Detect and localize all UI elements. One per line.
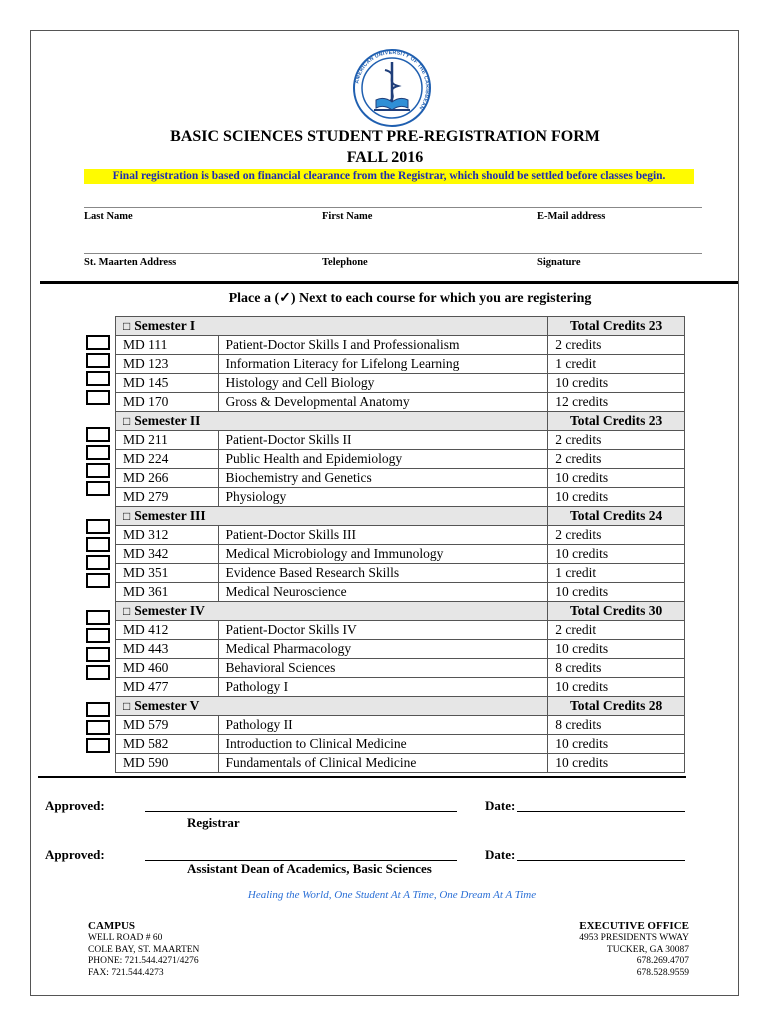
course-checkbox[interactable]	[86, 573, 110, 588]
course-row	[116, 735, 685, 754]
financial-clearance-notice: Final registration is based on financial clearance from the Registrar, which should be settled before classes begin.	[84, 169, 694, 184]
registrar-approved-label: Approved:	[45, 798, 105, 813]
semester-header-row	[116, 507, 685, 526]
course-code: MD 579	[116, 716, 219, 735]
course-code: MD 590	[116, 754, 219, 773]
semester-name	[116, 697, 548, 716]
course-title: Medical Pharmacology	[218, 640, 548, 659]
address-phone-signature-line[interactable]	[84, 253, 702, 254]
course-checkbox[interactable]	[86, 537, 110, 552]
course-checkbox[interactable]	[86, 519, 110, 534]
executive-office-address	[500, 919, 689, 979]
campus-line: FAX: 721.544.4273	[88, 967, 164, 978]
course-title: Evidence Based Research Skills	[218, 564, 548, 583]
checkbox-spacer	[86, 683, 115, 702]
course-checkbox[interactable]	[86, 463, 110, 478]
course-row	[116, 659, 685, 678]
course-credits: 8 credits	[548, 659, 685, 678]
course-row	[116, 545, 685, 564]
first-name-label: First Name	[322, 211, 373, 222]
course-code: MD 312	[116, 526, 219, 545]
course-checkbox-column	[86, 316, 115, 757]
course-credits: 10 credits	[548, 583, 685, 602]
campus-line: WELL ROAD # 60	[88, 933, 163, 943]
course-credits: 12 credits	[548, 393, 685, 412]
course-title: Patient-Doctor Skills I and Professionalism	[218, 336, 548, 355]
course-row	[116, 678, 685, 697]
course-credits: 10 credits	[548, 488, 685, 507]
square-bullet-icon: □	[123, 604, 131, 618]
semester-label: Semester II	[134, 413, 201, 428]
course-code: MD 145	[116, 374, 219, 393]
name-email-line[interactable]	[84, 207, 702, 208]
checkbox-spacer	[86, 316, 115, 335]
form-term: FALL 2016	[346, 149, 424, 166]
semester-header-row	[116, 602, 685, 621]
course-checkbox[interactable]	[86, 427, 110, 442]
section-divider	[40, 281, 738, 284]
course-title: Gross & Developmental Anatomy	[218, 393, 548, 412]
semester-total-credits: Total Credits 24	[548, 507, 685, 526]
course-code: MD 361	[116, 583, 219, 602]
course-checkbox[interactable]	[86, 371, 110, 386]
semester-name	[116, 412, 548, 431]
form-title: BASIC SCIENCES STUDENT PRE-REGISTRATION FORM	[170, 128, 600, 145]
campus-address	[88, 919, 199, 979]
course-title: Patient-Doctor Skills III	[218, 526, 548, 545]
course-row	[116, 469, 685, 488]
course-code: MD 279	[116, 488, 219, 507]
course-title: Physiology	[218, 488, 548, 507]
course-code: MD 412	[116, 621, 219, 640]
semester-total-credits: Total Credits 23	[548, 317, 685, 336]
seal-text-ring	[352, 48, 432, 128]
course-code: MD 266	[116, 469, 219, 488]
table-bottom-rule	[38, 776, 686, 778]
square-bullet-icon: □	[123, 414, 131, 428]
semester-total-credits: Total Credits 23	[548, 412, 685, 431]
course-row	[116, 374, 685, 393]
course-credits: 10 credits	[548, 754, 685, 773]
course-title: Histology and Cell Biology	[218, 374, 548, 393]
dean-date-label: Date:	[485, 847, 516, 862]
registrar-caption: Registrar	[187, 815, 240, 830]
email-label: E-Mail address	[537, 211, 606, 222]
course-code: MD 582	[116, 735, 219, 754]
telephone-label: Telephone	[322, 257, 368, 268]
course-row	[116, 564, 685, 583]
course-title: Public Health and Epidemiology	[218, 450, 548, 469]
course-row	[116, 621, 685, 640]
office-line: 678.528.9559	[636, 967, 689, 978]
course-credits: 1 credit	[548, 564, 685, 583]
course-checkbox[interactable]	[86, 738, 110, 753]
university-tagline: Healing the World, One Student At A Time, One Dream At A Time	[247, 889, 537, 901]
registrar-date-line[interactable]	[517, 811, 685, 812]
course-credits: 10 credits	[548, 735, 685, 754]
office-line: TUCKER, GA 30087	[606, 944, 689, 955]
semester-total-credits: Total Credits 30	[548, 602, 685, 621]
semester-label: Semester IV	[134, 603, 205, 618]
course-title: Pathology II	[218, 716, 548, 735]
course-credits: 8 credits	[548, 716, 685, 735]
course-credits: 2 credits	[548, 450, 685, 469]
dean-approved-label: Approved:	[45, 847, 105, 862]
course-checkbox[interactable]	[86, 481, 110, 496]
campus-heading: CAMPUS	[88, 920, 136, 932]
course-title: Fundamentals of Clinical Medicine	[218, 754, 548, 773]
course-credits: 10 credits	[548, 678, 685, 697]
checkbox-spacer	[86, 408, 115, 427]
course-code: MD 170	[116, 393, 219, 412]
course-credits: 2 credits	[548, 431, 685, 450]
registrar-date-label: Date:	[485, 798, 516, 813]
dean-caption: Assistant Dean of Academics, Basic Sciences	[187, 861, 432, 876]
square-bullet-icon: □	[123, 319, 131, 333]
semester-name	[116, 507, 548, 526]
square-bullet-icon: □	[123, 699, 131, 713]
course-row	[116, 336, 685, 355]
course-title: Pathology I	[218, 678, 548, 697]
square-bullet-icon: □	[123, 509, 131, 523]
semester-total-credits: Total Credits 28	[548, 697, 685, 716]
course-code: MD 123	[116, 355, 219, 374]
registration-instruction: Place a (✓) Next to each course for which you are registering	[228, 291, 592, 306]
course-row	[116, 355, 685, 374]
svg-text:AMERICAN UNIVERSITY OF THE CAR: AMERICAN UNIVERSITY OF THE CARIBBEAN	[354, 49, 431, 111]
checkmark-icon: ✓	[279, 291, 291, 306]
semester-label: Semester III	[134, 508, 206, 523]
semester-header-row	[116, 412, 685, 431]
campus-line: COLE BAY, ST. MAARTEN	[88, 944, 200, 955]
course-title: Introduction to Clinical Medicine	[218, 735, 548, 754]
course-checkbox[interactable]	[86, 335, 110, 350]
address-label: St. Maarten Address	[84, 257, 177, 268]
course-credits: 2 credits	[548, 526, 685, 545]
semester-label: Semester I	[134, 318, 196, 333]
course-checkbox[interactable]	[86, 610, 110, 625]
course-row	[116, 393, 685, 412]
registrar-signature-line[interactable]	[145, 811, 457, 812]
semester-name	[116, 602, 548, 621]
course-title: Patient-Doctor Skills IV	[218, 621, 548, 640]
course-checkbox[interactable]	[86, 390, 110, 405]
course-title: Information Literacy for Lifelong Learning	[218, 355, 548, 374]
course-title: Biochemistry and Genetics	[218, 469, 548, 488]
course-credits: 10 credits	[548, 640, 685, 659]
office-heading: EXECUTIVE OFFICE	[579, 920, 689, 932]
course-checkbox[interactable]	[86, 647, 110, 662]
course-checkbox[interactable]	[86, 445, 110, 460]
semester-header-row	[116, 697, 685, 716]
office-line: 678.269.4707	[636, 956, 689, 966]
dean-date-line[interactable]	[517, 860, 685, 861]
course-code: MD 460	[116, 659, 219, 678]
course-code: MD 351	[116, 564, 219, 583]
checkbox-spacer	[86, 500, 115, 519]
semester-header-row	[116, 317, 685, 336]
course-row	[116, 488, 685, 507]
checkbox-spacer	[86, 591, 115, 610]
signature-label: Signature	[537, 257, 581, 268]
semester-label: Semester V	[134, 698, 200, 713]
course-row	[116, 640, 685, 659]
course-credits: 2 credit	[548, 621, 685, 640]
course-code: MD 211	[116, 431, 219, 450]
course-checkbox[interactable]	[86, 665, 110, 680]
course-checkbox[interactable]	[86, 555, 110, 570]
last-name-label: Last Name	[84, 211, 133, 222]
course-credits: 1 credit	[548, 355, 685, 374]
course-title: Patient-Doctor Skills II	[218, 431, 548, 450]
course-credits: 10 credits	[548, 469, 685, 488]
course-credits: 2 credits	[548, 336, 685, 355]
course-row	[116, 450, 685, 469]
course-row	[116, 583, 685, 602]
office-line: 4953 PRESIDENTS WWAY	[579, 933, 689, 943]
course-code: MD 224	[116, 450, 219, 469]
campus-line: PHONE: 721.544.4271/4276	[88, 956, 199, 966]
course-title: Medical Neuroscience	[218, 583, 548, 602]
course-row	[116, 754, 685, 773]
course-table	[115, 316, 685, 773]
course-code: MD 342	[116, 545, 219, 564]
course-checkbox[interactable]	[86, 702, 110, 717]
course-title: Medical Microbiology and Immunology	[218, 545, 548, 564]
course-credits: 10 credits	[548, 545, 685, 564]
course-credits: 10 credits	[548, 374, 685, 393]
course-code: MD 111	[116, 336, 219, 355]
course-row	[116, 526, 685, 545]
course-code: MD 477	[116, 678, 219, 697]
course-code: MD 443	[116, 640, 219, 659]
course-checkbox[interactable]	[86, 628, 110, 643]
course-checkbox[interactable]	[86, 353, 110, 368]
course-title: Behavioral Sciences	[218, 659, 548, 678]
semester-name	[116, 317, 548, 336]
course-row	[116, 431, 685, 450]
course-checkbox[interactable]	[86, 720, 110, 735]
course-row	[116, 716, 685, 735]
